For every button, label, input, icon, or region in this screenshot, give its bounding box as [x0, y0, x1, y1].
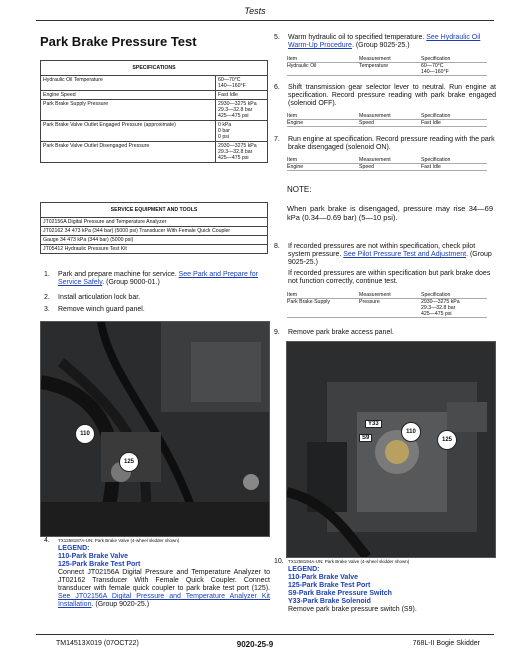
- spec-label: Park Brake Valve Outlet Disengaged Pressure: [41, 142, 216, 163]
- step-10: 10. TX1258194A-UN: Park Brake Valve (4-wheel skidder shown) LEGEND: 110-Park Brake Valve 125-Park Brake Test Port S9-Park Brake Pressure Switch Y33-Park Brake Solenoid Remove park brake pressure switch (S9).: [274, 558, 496, 614]
- machine-photo-right: [287, 342, 495, 557]
- step-9: 9. Remove park brake access panel.: [274, 329, 394, 336]
- spec-row: [41, 76, 268, 91]
- tool-name: JT05412 Hydraulic Pressure Test Kit: [41, 245, 268, 254]
- spec-value: 60—70°C 140—160°F: [216, 76, 268, 91]
- table-step-6: Item Measurement Specification Engine Speed Fast Idle: [287, 113, 487, 127]
- step-6: 6. Shift transmission gear selector lever to neutral. Run engine at specification. Record pressure reading with park brake engaged (solenoid OFF).: [274, 84, 496, 107]
- step-4: 4. TX1258187A-UN: Park Brake Valve (4-wheel skidder shown) LEGEND: 110-Park Brake Valve 125-Park Brake Test Port Connect JT02156A Digital Pressure and Temperature Analyzer to JT02162 Transducer With Female Quick Coupler. Connect transducer with female quick coupler to park brake test port (125). See JT02156A Digital Pressure and Temperature Analyzer Kit Installation. (Group 9020-25.): [44, 537, 270, 608]
- callout-125-right: 125: [437, 430, 457, 450]
- tools-table: [40, 202, 268, 254]
- spec-label: Hydraulic Oil Temperature: [41, 76, 216, 91]
- step-8: 8. If recorded pressures are not within specification, check pilot system pressure. See Pilot Pressure Test and Adjustment. (Group 9025-25.) If recorded pressures are within specification but park brake does not function correctly, continue test.: [274, 243, 492, 285]
- footer-doc-id: TM14513X019 (07OCT22): [56, 640, 139, 647]
- page-header: Tests: [244, 6, 266, 16]
- photo-caption-right: TX1258194A-UN: Park Brake Valve (4-wheel skidder shown): [288, 559, 410, 564]
- spec-row: [41, 142, 268, 163]
- footer-model: 768L-II Bogie Skidder: [412, 640, 480, 647]
- tool-row: [41, 236, 268, 245]
- spec-row: [41, 121, 268, 142]
- spec-value: 0 kPa 0 bar 0 psi: [216, 121, 268, 142]
- spec-label: Park Brake Valve Outlet Engaged Pressure (approximate): [41, 121, 216, 142]
- photo-park-brake-valve-left: [40, 321, 270, 537]
- spec-value: 2930—3275 kPa 29.3—32.8 bar 425—475 psi: [216, 100, 268, 121]
- callout-125: 125: [119, 452, 139, 472]
- section-title: Park Brake Pressure Test: [40, 34, 197, 49]
- callout-s9: S9: [359, 434, 372, 442]
- callout-y33: Y33: [365, 420, 382, 428]
- link-park-prepare[interactable]: See Park and Prepare for Service Safely: [58, 271, 259, 286]
- table-step-5: Item Measurement Specification Hydraulic Oil Temperature 60—70°C 140—160°F: [287, 56, 487, 76]
- step-3: 3. Remove winch guard panel.: [44, 306, 145, 313]
- spec-label: Engine Speed: [41, 91, 216, 100]
- table-step-7: Item Measurement Specification Engine Speed Fast Idle: [287, 157, 487, 171]
- footer-divider: [36, 634, 494, 635]
- specifications-heading: SPECIFICATIONS: [41, 61, 268, 76]
- step-7: 7. Run engine at specification. Record pressure reading with the park brake disengaged (solenoid ON).: [274, 136, 495, 151]
- note-label: NOTE:: [287, 185, 312, 194]
- footer-page-number: 9020-25-9: [236, 640, 274, 649]
- spec-row: [41, 100, 268, 121]
- photo-caption-left: TX1258187A-UN: Park Brake Valve (4-wheel skidder shown): [58, 538, 180, 543]
- step-5: 5. Warm hydraulic oil to specified temperature. See Hydraulic Oil Warm-Up Procedure. (Group 9025-25.): [274, 34, 481, 49]
- specifications-table: [40, 60, 268, 163]
- tool-row: [41, 227, 268, 236]
- link-pilot-pressure[interactable]: See Pilot Pressure Test and Adjustment: [343, 251, 467, 258]
- spec-label: Park Brake Supply Pressure: [41, 100, 216, 121]
- step-2: 2. Install articulation lock bar.: [44, 294, 141, 301]
- callout-110: 110: [75, 424, 95, 444]
- header-divider: [36, 20, 494, 21]
- tool-name: JT02162 34 473 kPa (344 bar) (5000 psi) Transducer With Female Quick Coupler: [41, 227, 268, 236]
- table-step-8: Item Measurement Specification Park Brake Supply Pressure 2930—3275 kPa 29.3—32.8 bar 425—475 psi: [287, 292, 487, 318]
- link-oil-warmup[interactable]: See Hydraulic Oil Warm-Up Procedure: [288, 34, 481, 49]
- tool-name: Gauge 34 473 kPa (344 bar) (5000 psi): [41, 236, 268, 245]
- tools-heading: SERVICE EQUIPMENT AND TOOLS: [41, 203, 268, 218]
- photo-park-brake-valve-right: [286, 341, 496, 558]
- tool-row: [41, 245, 268, 254]
- note-text: When park brake is disengaged, pressure may rise 34—69 kPa (0.34—0.69 bar) (5—10 psi).: [287, 204, 493, 222]
- tool-row: [41, 218, 268, 227]
- callout-110-right: 110: [401, 422, 421, 442]
- link-analyzer-installation[interactable]: See JT02156A Digital Pressure and Temperature Analyzer Kit Installation: [58, 593, 270, 608]
- spec-row: [41, 91, 268, 100]
- spec-value: 2930—3275 kPa 29.3—32.8 bar 425—475 psi: [216, 142, 268, 163]
- step-1: 1. Park and prepare machine for service. See Park and Prepare for Service Safely. (Group 9000-01.): [44, 271, 259, 286]
- tool-name: JT02156A Digital Pressure and Temperature Analyzer: [41, 218, 268, 227]
- spec-value: Fast Idle: [216, 91, 268, 100]
